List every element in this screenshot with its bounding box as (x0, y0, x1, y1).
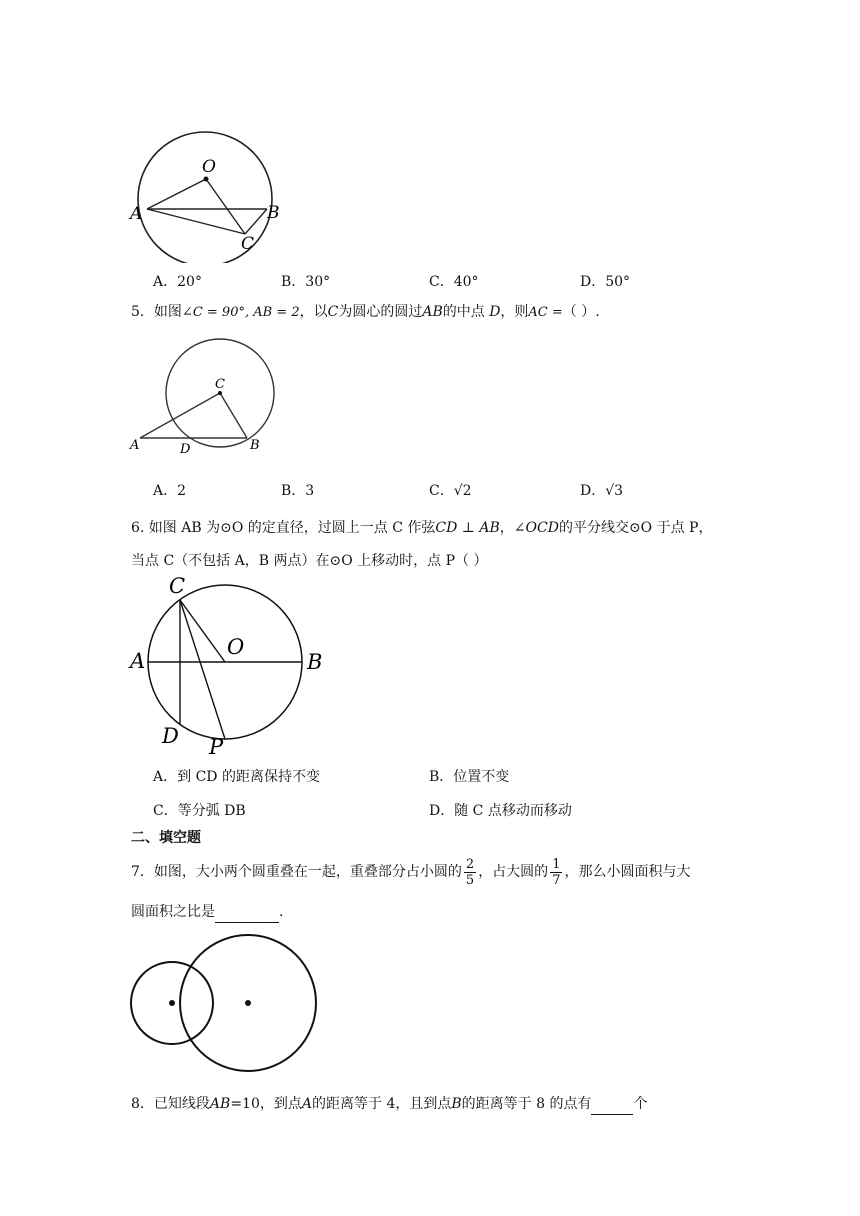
q8-var-a: A (301, 1096, 312, 1112)
q5-var-d: D (489, 304, 501, 320)
q6-line-cp (180, 600, 225, 739)
q7-text-5: . (279, 904, 284, 920)
q5-suffix: （ ）. (562, 304, 600, 320)
q6-line-co (180, 600, 225, 662)
q7-fraction-1-7 (550, 857, 562, 888)
q5-label-b: B (250, 438, 260, 453)
q6-option-d (429, 800, 572, 820)
q8-var-b: B (451, 1096, 462, 1112)
q4-option-c (429, 271, 479, 291)
q6-figure (125, 572, 335, 764)
q5-option-c (429, 480, 472, 500)
q7-fraction-2-5 (464, 857, 476, 888)
q8-answer-blank[interactable] (591, 1094, 633, 1115)
q6-label-b: B (307, 650, 323, 674)
q5-condition: ∠C = 90°, AB = 2 (181, 305, 300, 320)
q6-option-d-letter: D． (429, 803, 455, 819)
q6-stem-line1 (131, 518, 712, 538)
q6-option-b-letter: B． (429, 769, 454, 785)
q6-option-b-text: 位置不变 (453, 769, 510, 785)
q4-line-oa (147, 179, 206, 209)
q4-option-d-text: 50° (605, 274, 631, 290)
q8-var-ab: AB (209, 1096, 231, 1112)
q6-text-1: 6. 如图 AB 为⊙O 的定直径，过圆上一点 C 作弦 (131, 520, 436, 536)
q7-large-center (245, 1000, 251, 1006)
q6-label-p: P (209, 735, 224, 759)
q7-stem-line2 (131, 902, 283, 923)
q4-option-b-text: 30° (305, 274, 331, 290)
q8-text-3: 的距离等于 4，且到点 (312, 1096, 452, 1112)
q4-label-o: O (202, 157, 216, 177)
q7-text-1: 7．如图，大小两个圆重叠在一起，重叠部分占小圆的 (131, 864, 462, 880)
q8-text-2: =10，到点 (230, 1096, 302, 1112)
q6-option-a-letter: A． (153, 769, 178, 785)
q5-text-4: ，则 (500, 304, 529, 320)
q4-option-c-letter: C． (429, 274, 454, 290)
q7-stem-line1 (131, 855, 690, 889)
q4-option-c-text: 40° (453, 274, 479, 290)
q7-small-center (169, 1000, 175, 1006)
q5-var-ab: AB (422, 304, 443, 320)
q7-fraction-2-denominator: 7 (552, 872, 561, 888)
q6-option-d-text: 随 C 点移动而移动 (454, 803, 572, 819)
section-heading-fill-in: 二、填空题 (131, 830, 201, 846)
q7-fraction-1-numerator: 2 (465, 856, 475, 872)
q6-option-c-text: 等分弧 DB (177, 803, 246, 819)
q4-option-a (153, 271, 202, 291)
q5-stem (131, 302, 600, 323)
q6-option-c (153, 800, 246, 820)
q6-option-a-text: 到 CD 的距离保持不变 (177, 769, 320, 785)
q5-var-ac: AC = (528, 305, 563, 320)
q8-text-5: 个 (633, 1096, 648, 1112)
q5-text-3: 的中点 (442, 304, 485, 320)
q8-text-1: 8．已知线段 (131, 1096, 210, 1112)
q4-option-a-letter: A． (153, 274, 178, 290)
q6-text-2: ， (499, 520, 514, 536)
q7-text-3: ，那么小圆面积与大 (564, 864, 691, 880)
q7-figure (125, 930, 325, 1080)
q7-answer-blank[interactable] (215, 902, 279, 923)
q8-text-4: 的距离等于 8 的点有 (461, 1096, 592, 1112)
q4-option-d-letter: D． (580, 274, 606, 290)
q6-var-angle-ocd: ∠OCD (513, 520, 559, 536)
q5-figure (125, 335, 285, 460)
q5-option-b-letter: B． (281, 483, 306, 499)
q5-var-c: C (327, 304, 339, 320)
q6-var-cd-perp-ab: CD ⊥ AB (435, 520, 500, 536)
q4-option-d (580, 271, 630, 291)
q7-fraction-1-denominator: 5 (465, 872, 475, 888)
q4-label-a: A (130, 204, 143, 224)
q5-line-ac (140, 393, 220, 438)
q6-stem-line2: 当点 C（不包括 A，B 两点）在⊙O 上移动时，点 P（ ） (131, 553, 488, 569)
q5-option-c-text: √2 (453, 483, 472, 499)
q7-text-4: 圆面积之比是 (131, 904, 215, 920)
q4-figure (120, 118, 290, 263)
q5-option-a-text: 2 (177, 483, 187, 499)
q5-option-c-letter: C． (429, 483, 454, 499)
q4-option-a-text: 20° (177, 274, 202, 290)
q4-point-o (204, 177, 209, 182)
q5-option-a-letter: A． (153, 483, 178, 499)
q5-line-cb (220, 393, 247, 438)
q5-option-b-text: 3 (305, 483, 315, 499)
q5-label-d: D (180, 442, 191, 457)
q5-text-1: ，以 (299, 304, 328, 320)
q5-prefix: 5．如图 (131, 304, 182, 320)
q4-option-b (281, 271, 330, 291)
q6-option-c-letter: C． (153, 803, 178, 819)
q6-text-3: 的平分线交⊙O 于点 P， (558, 520, 713, 536)
q6-label-c: C (169, 574, 186, 598)
q6-label-d: D (162, 724, 179, 748)
q5-option-d-letter: D． (580, 483, 606, 499)
q4-option-b-letter: B． (281, 274, 306, 290)
q5-text-2: 为圆心的圆过 (338, 304, 423, 320)
q6-option-a (153, 766, 320, 786)
q5-label-a: A (130, 438, 140, 453)
q7-text-2: ，占大圆的 (478, 864, 549, 880)
q4-label-b: B (267, 203, 280, 223)
q6-label-o: O (227, 635, 245, 659)
q5-option-d-text: √3 (605, 483, 624, 499)
q8-stem (131, 1094, 647, 1115)
q6-option-b (429, 766, 509, 786)
q5-option-a (153, 480, 186, 500)
q4-label-c: C (241, 234, 255, 254)
q6-label-a: A (130, 649, 146, 673)
q5-option-d (580, 480, 623, 500)
q5-label-c: C (215, 377, 225, 392)
q7-fraction-2-numerator: 1 (552, 856, 561, 872)
q5-option-b (281, 480, 314, 500)
